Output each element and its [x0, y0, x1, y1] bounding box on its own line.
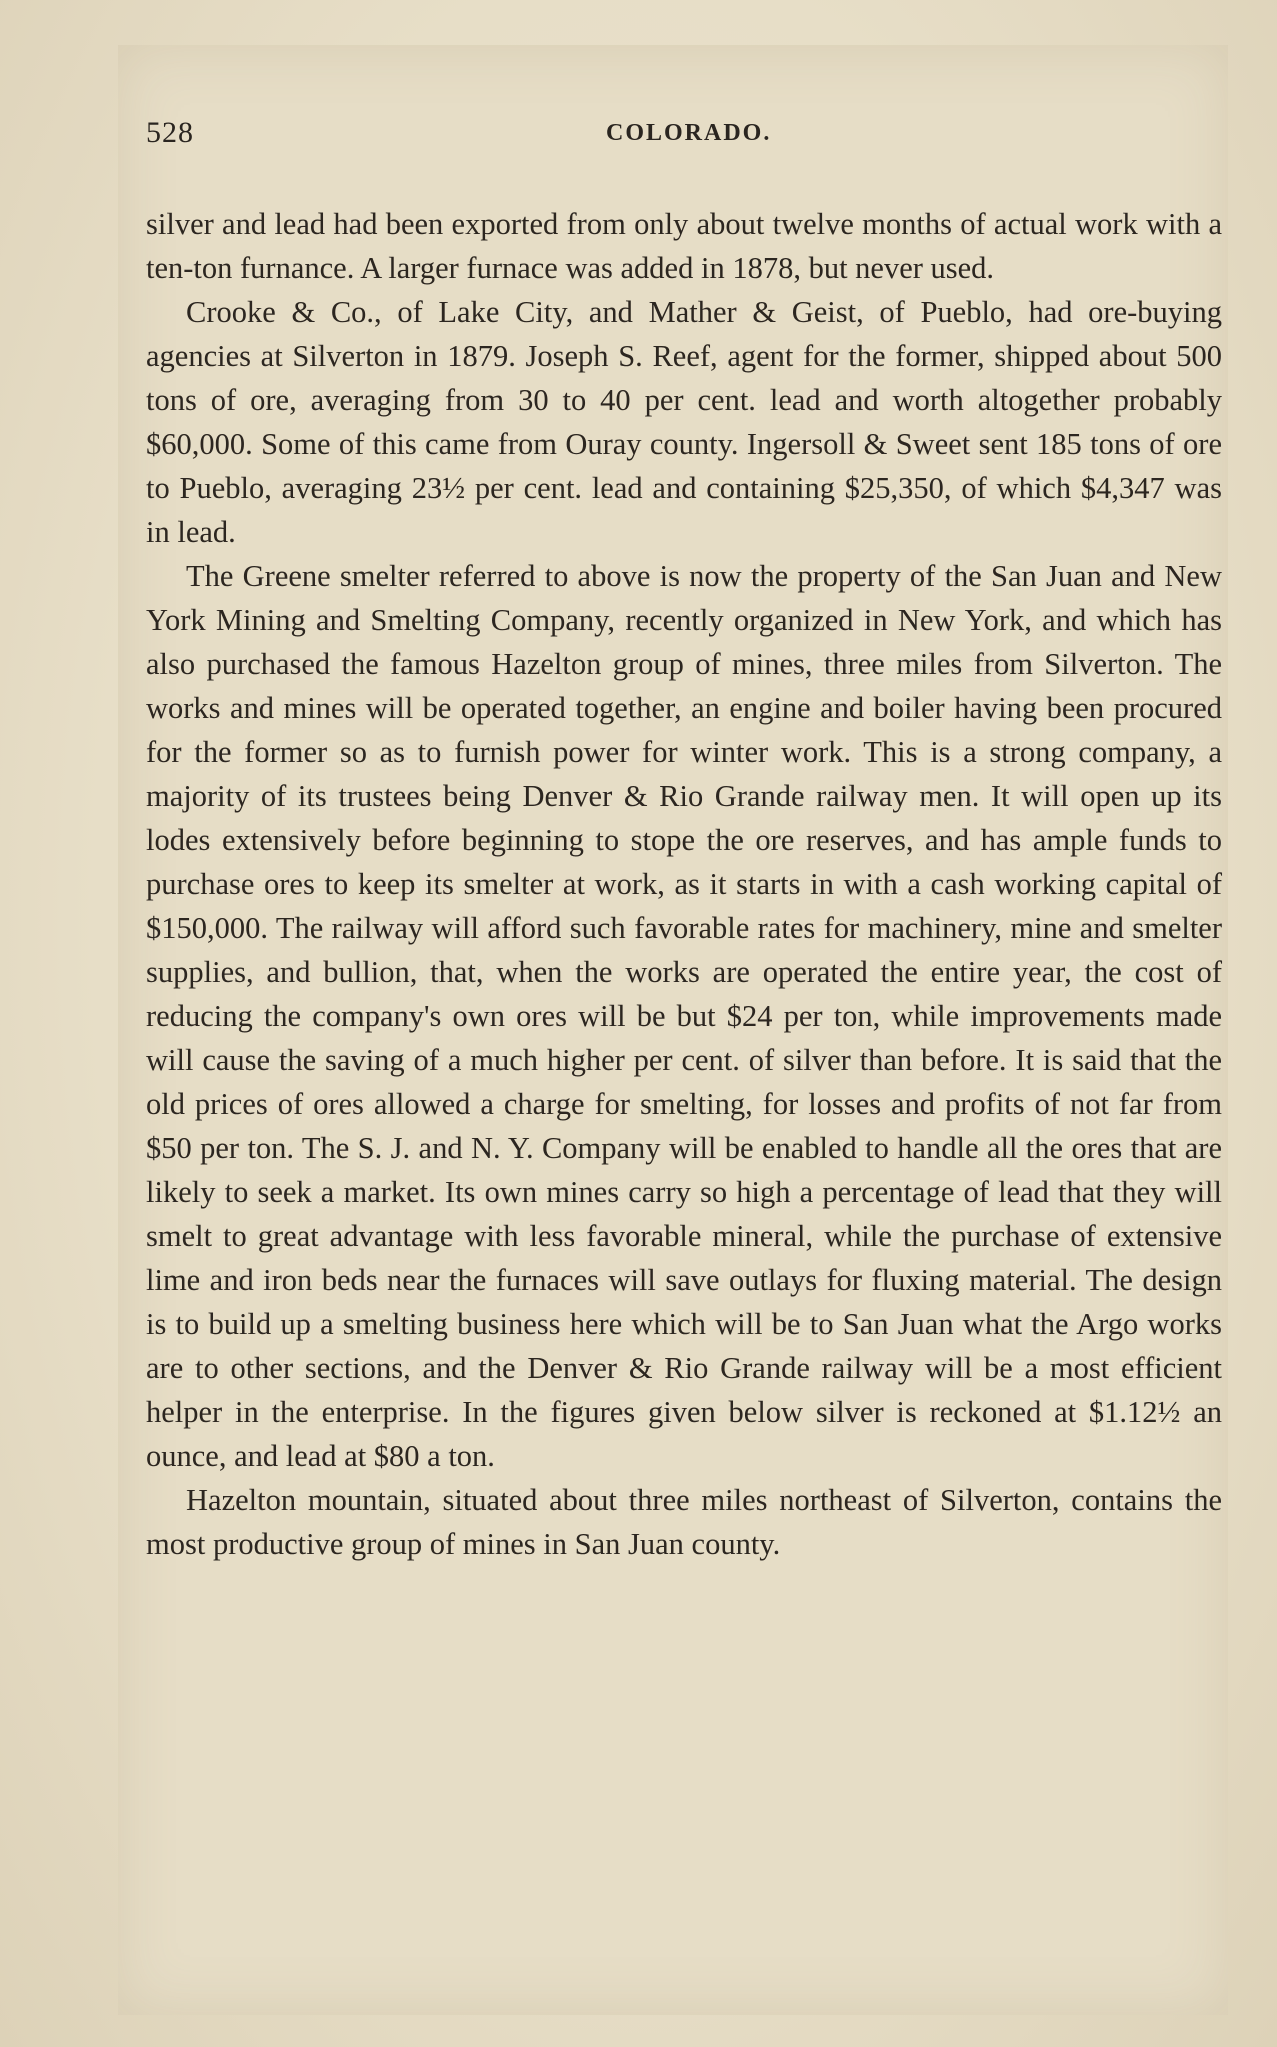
- paragraph-hazelton: Hazelton mountain, situated about three miles northeast of Silverton, contains the most productive group of mines in San Juan county.: [146, 1483, 1222, 1561]
- page-header: [146, 116, 1226, 156]
- paragraph-greene-smelter: The Greene smelter referred to above is now the property of the San Juan and New York Mining and Smelting Company, recently organized in New York, and which has also purchased the famous Hazelton group of mines, three miles from Silverton. The works and mines will be operated together, an engine and boiler having been procured for the former so as to furnish power for winter work. This is a strong company, a majority of its trustees being Denver & Rio Grande railway men. It will open up its lodes extensively before beginning to stope the ore reserves, and has ample funds to purchase ores to keep its smelter at work, as it starts in with a cash working capital of $150,000. The railway will afford such favorable rates for machinery, mine and smelter supplies, and bullion, that, when the works are operated the entire year, the cost of reducing the company's own ores will be but $24 per ton, while improvements made will cause the saving of a much higher per cent. of silver than before. It is said that the old prices of ores allowed a charge for smelting, for losses and profits of not far from $50 per ton. The S. J. and N. Y. Company will be enabled to handle all the ores that are likely to seek a market. Its own mines carry so high a percentage of lead that they will smelt to great advantage with less favorable mineral, while the purchase of extensive lime and iron beds near the furnaces will save outlays for fluxing material. The design is to build up a smelting business here which will be to San Juan what the Argo works are to other sections, and the Denver & Rio Grande railway will be a most efficient helper in the enterprise. In the figures given below silver is reckoned at $1.12½ an ounce, and lead at $80 a ton.: [146, 559, 1222, 1473]
- page-number: 528: [146, 116, 194, 149]
- paragraph-crooke: Crooke & Co., of Lake City, and Mather & Geist, of Pueblo, had ore-buying agencies at Silverton in 1879. Joseph S. Reef, agent for the former, shipped about 500 tons of ore, averaging from 30 to 40 per cent. lead and worth altogether probably $60,000. Some of this came from Ouray county. Ingersoll & Sweet sent 185 tons of ore to Pueblo, averaging 23½ per cent. lead and containing $25,350, of which $4,347 was in lead.: [146, 295, 1222, 549]
- paragraph-continued: silver and lead had been exported from only about twelve months of actual work with a ten-ton furnance. A larger furnace was added in 1878, but never used.: [146, 207, 1222, 285]
- body-text: [146, 202, 1222, 1566]
- running-head: COLORADO.: [606, 120, 772, 146]
